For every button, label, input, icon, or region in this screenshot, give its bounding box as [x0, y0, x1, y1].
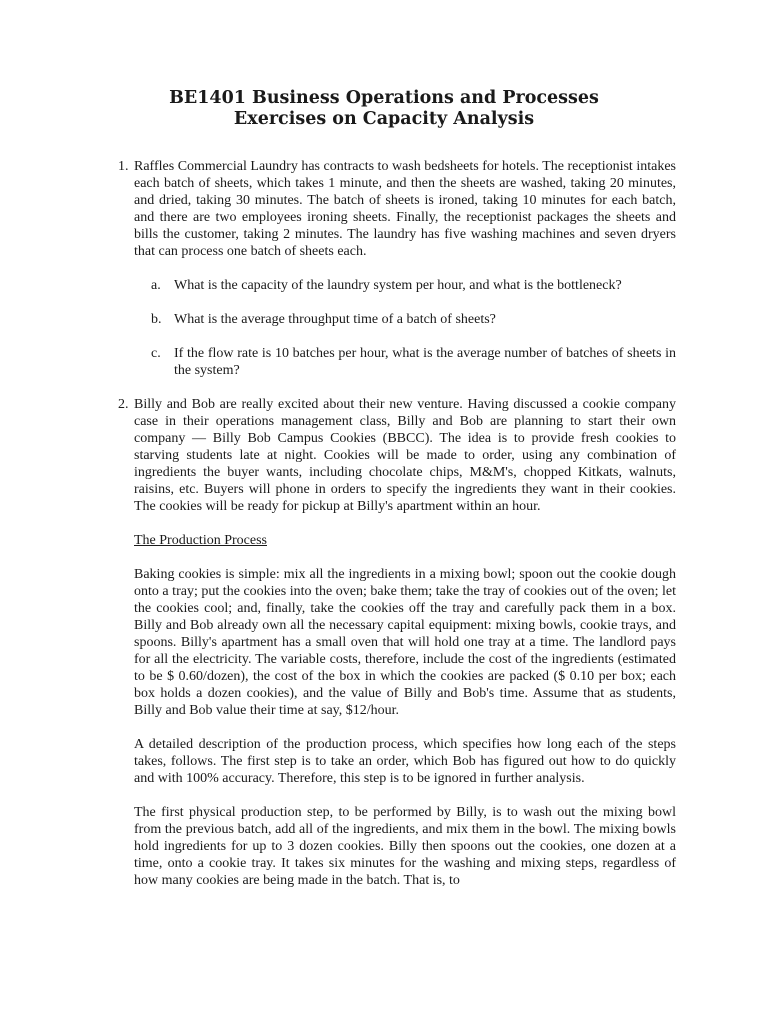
section-heading: The Production Process	[134, 533, 267, 548]
subquestion-label: c.	[151, 346, 161, 361]
document-body	[118, 158, 676, 889]
subquestion-c	[134, 345, 676, 379]
question-1	[118, 158, 676, 379]
subquestion-text: What is the average throughput time of a batch of sheets?	[174, 312, 496, 327]
subquestion-a	[134, 277, 676, 294]
subquestion-text: What is the capacity of the laundry system per hour, and what is the bottleneck?	[174, 278, 622, 293]
title-line-2: Exercises on Capacity Analysis	[233, 109, 535, 129]
question-number: 2.	[118, 397, 129, 412]
subquestion-text: If the flow rate is 10 batches per hour, what is the average number of batches of sheets in the system?	[174, 346, 676, 378]
question-2	[118, 396, 676, 889]
subquestion-label: b.	[151, 312, 162, 327]
title-line-1: BE1401 Business Operations and Processes	[169, 88, 599, 108]
subquestion-label: a.	[151, 278, 161, 293]
question-number: 1.	[118, 159, 129, 174]
body-paragraph: A detailed description of the production process, which specifies how long each of the steps takes, follows. The first step is to take an order, which Bob has figured out how to do quickly and with 100% accuracy. Therefore, this step is to be ignored in further analysis.	[134, 737, 676, 786]
subquestion-b	[134, 311, 676, 328]
question-intro: Billy and Bob are really excited about their new venture. Having discussed a cookie company case in their operations management class, Billy and Bob are planning to start their own company — Billy Bob Campus Cookies (BBCC). The idea is to provide fresh cookies to starving students late at night. Cookies will be made to order, using any combination of ingredients the buyer wants, including chocolate chips, M&M's, chopped Kitkats, walnuts, raisins, etc. Buyers will phone in orders to specify the ingredients they want in their cookies. The cookies will be ready for pickup at Billy's apartment within an hour.	[134, 397, 676, 514]
body-paragraph: Baking cookies is simple: mix all the ingredients in a mixing bowl; spoon out the cookie dough onto a tray; put the cookies into the oven; bake them; take the tray of cookies out of the oven; let the cookies cool; and, finally, take the cookies off the tray and carefully pack them in a box. Billy and Bob already own all the necessary capital equipment: mixing bowls, cookie trays, and spoons. Billy's apartment has a small oven that will hold one tray at a time. The landlord pays for all the electricity. The variable costs, therefore, include the cost of the ingredients (estimated to be $ 0.60/dozen), the cost of the box in which the cookies are packed ($ 0.10 per box; each box holds a dozen cookies), and the value of Billy and Bob's time. Assume that as students, Billy and Bob value their time at say, $12/hour.	[134, 567, 676, 718]
document-title	[0, 88, 768, 130]
question-text: Raffles Commercial Laundry has contracts to wash bedsheets for hotels. The receptionist intakes each batch of sheets, which takes 1 minute, and then the sheets are washed, taking 20 minutes, and dried, taking 30 minutes. The batch of sheets is ironed, taking 10 minutes for each batch, and there are two employees ironing sheets. Finally, the receptionist packages the sheets and bills the customer, taking 2 minutes. The laundry has five washing machines and seven dryers that can process one batch of sheets each.	[134, 159, 676, 259]
body-paragraph: The first physical production step, to be performed by Billy, is to wash out the mixing bowl from the previous batch, add all of the ingredients, and mix them in the bowl. The mixing bowls hold ingredients for up to 3 dozen cookies. Billy then spoons out the cookies, one dozen at a time, onto a cookie tray. It takes six minutes for the washing and mixing steps, regardless of how many cookies are being made in the batch. That is, to	[134, 805, 676, 888]
